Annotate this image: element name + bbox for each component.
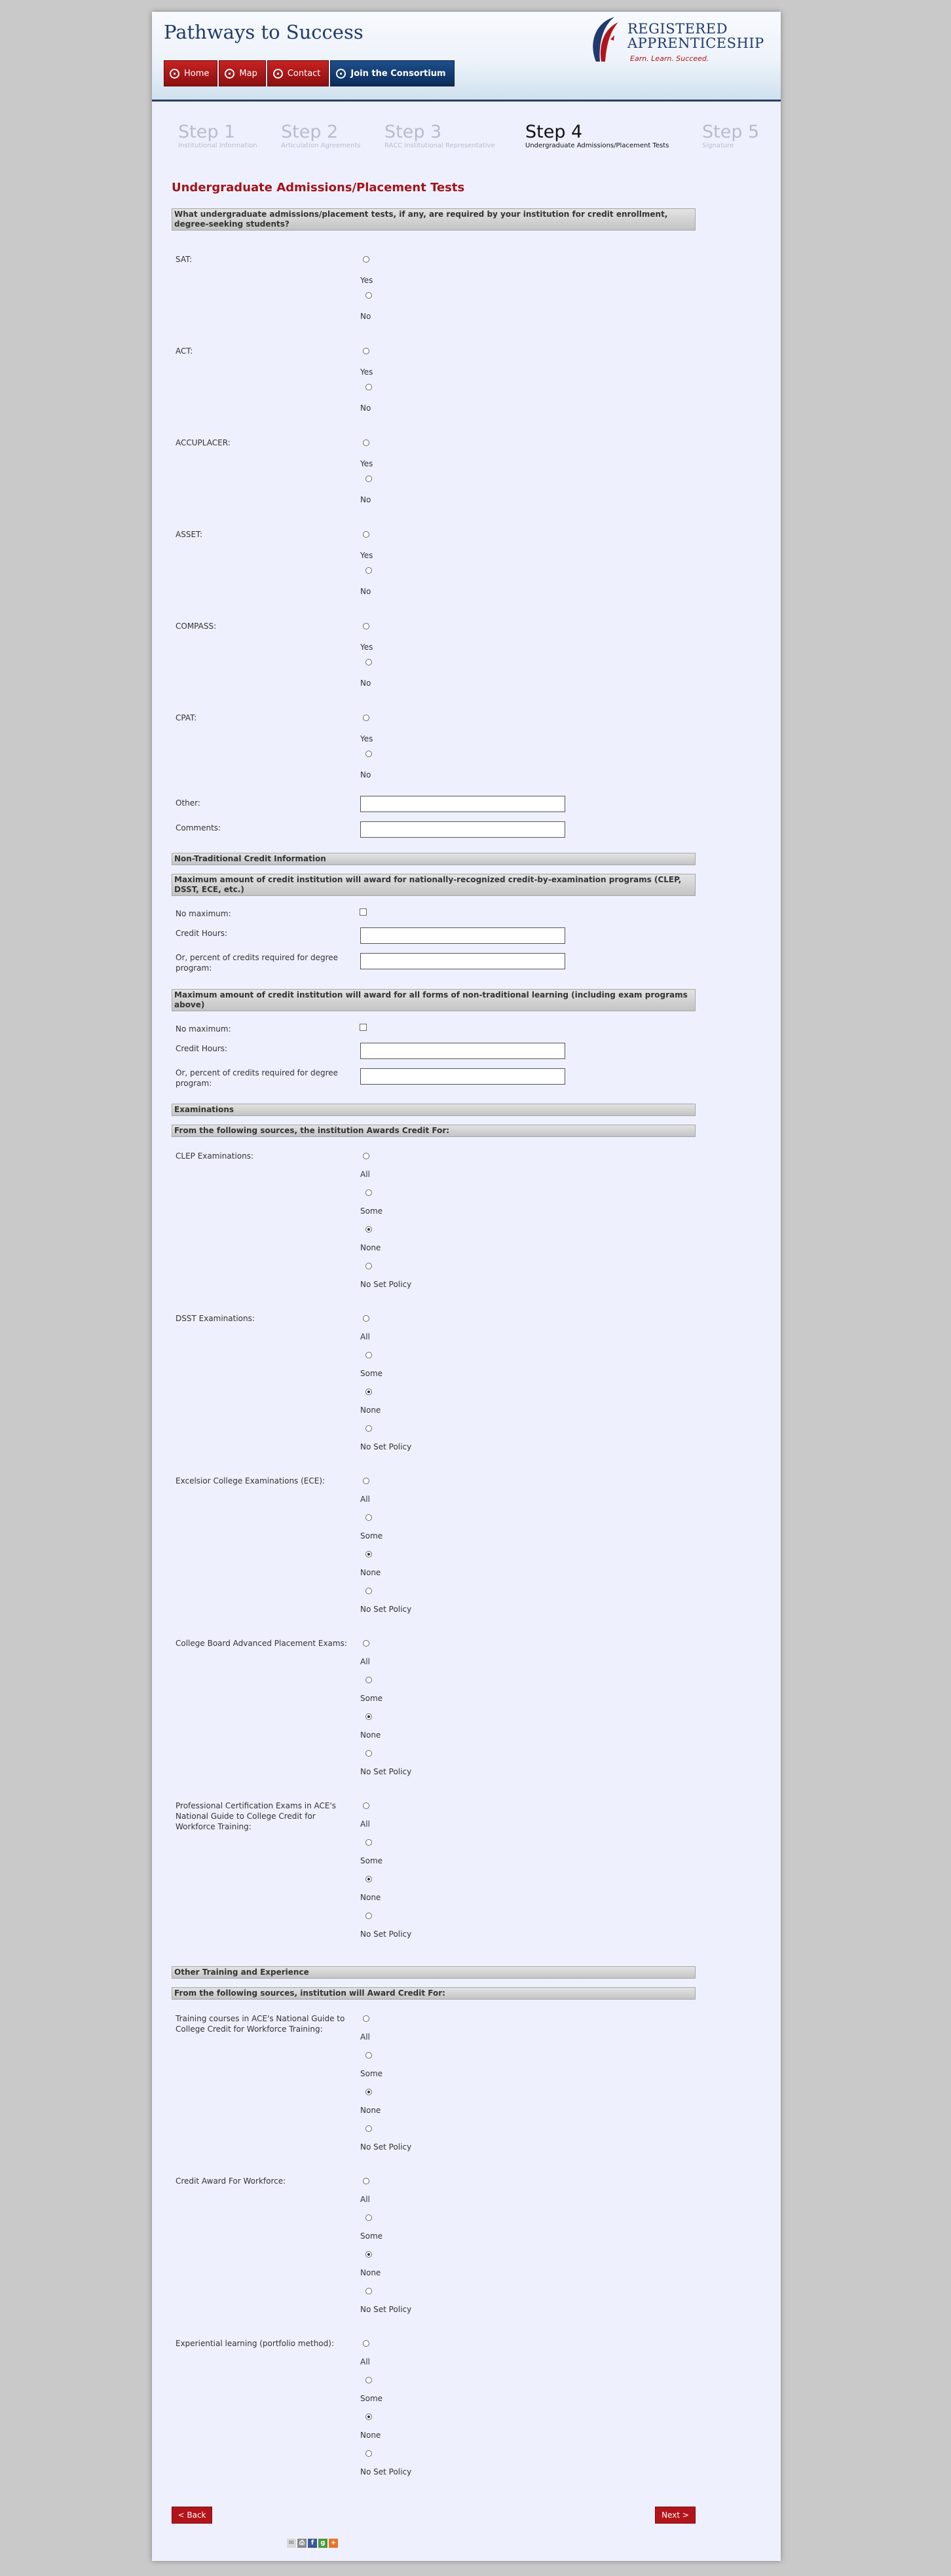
google-icon[interactable]: g	[318, 2539, 327, 2548]
source-label: DSST Examinations:	[176, 1314, 255, 1323]
source-label: Excelsior College Examinations (ECE):	[176, 1476, 326, 1485]
yes-option-label: Yes	[360, 643, 373, 652]
test-yes-radio[interactable]	[363, 715, 369, 721]
step-subtitle: Institutional Information	[178, 142, 257, 149]
no-option-label: No	[360, 587, 371, 596]
policy-1-radio[interactable]	[365, 1352, 372, 1358]
share-icons	[287, 2539, 338, 2548]
policy-2-radio[interactable]	[365, 1226, 372, 1233]
step-number: Step 5	[702, 122, 760, 142]
policy-2-radio[interactable]	[365, 1551, 372, 1558]
main-nav	[164, 60, 456, 86]
policy-1-radio[interactable]	[365, 1839, 372, 1846]
source-label: Professional Certification Exams in ACE's National Guide to College Credit for Workforce Training:	[176, 1801, 337, 1831]
nav-contact-label: Contact	[287, 68, 321, 79]
policy-option-label: Some	[360, 2394, 383, 2403]
step-subtitle: RACC Institutional Representative	[384, 142, 495, 149]
test-label: ASSET:	[176, 530, 203, 539]
other-input[interactable]	[360, 796, 565, 812]
test-yes-radio[interactable]	[363, 348, 369, 354]
no-maximum-label: No maximum:	[176, 909, 231, 918]
policy-option-label: Some	[360, 1206, 383, 1216]
policy-3-radio[interactable]	[365, 1750, 372, 1757]
policy-3-radio[interactable]	[365, 1425, 372, 1432]
policy-option-label: None	[360, 1568, 381, 1577]
policy-option-label: Some	[360, 1856, 383, 1865]
nav-join-label: Join the Consortium	[350, 68, 446, 79]
nav-map-button[interactable]	[219, 60, 265, 86]
logo-text-apprenticeship: APPRENTICESHIP	[627, 35, 764, 51]
yes-option-label: Yes	[360, 734, 373, 743]
no-maximum-label: No maximum:	[176, 1024, 231, 1034]
site-header	[152, 12, 781, 102]
policy-2-radio[interactable]	[365, 2414, 372, 2420]
policy-option-label: Some	[360, 2231, 383, 2241]
nav-home-label: Home	[184, 68, 210, 79]
policy-option-label: None	[360, 1893, 381, 1902]
credit-hours-label: Credit Hours:	[176, 1044, 228, 1053]
examinations-sub-header: From the following sources, the institution Awards Credit For:	[172, 1125, 696, 1137]
policy-0-radio[interactable]	[363, 2178, 369, 2184]
policy-option-label: None	[360, 2431, 381, 2440]
nav-join-consortium-button[interactable]	[330, 60, 454, 86]
test-label: ACCUPLACER:	[176, 438, 231, 447]
policy-option-label: All	[360, 1332, 370, 1341]
policy-option-label: All	[360, 2195, 370, 2204]
policy-option-label: All	[360, 1170, 370, 1179]
print-icon[interactable]: ⎙	[297, 2539, 307, 2548]
policy-option-label: None	[360, 1406, 381, 1415]
exam-percent-input[interactable]	[360, 953, 565, 969]
no-option-label: No	[360, 770, 371, 779]
policy-2-radio[interactable]	[365, 1713, 372, 1720]
step-5	[702, 122, 759, 149]
policy-option-label: Some	[360, 1369, 383, 1378]
nav-contact-button[interactable]	[267, 60, 329, 86]
policy-2-radio[interactable]	[365, 1389, 372, 1395]
policy-option-label: All	[360, 1820, 370, 1829]
source-label: Training courses in ACE's National Guide to College Credit for Workforce Training:	[176, 2014, 345, 2034]
step-progress	[178, 122, 768, 161]
percent-credits-label: Or, percent of credits required for degree program:	[176, 953, 338, 973]
policy-2-radio[interactable]	[365, 1876, 372, 1882]
step-subtitle: Signature	[702, 142, 734, 149]
nav-map-label: Map	[239, 68, 257, 79]
other-label: Other:	[176, 798, 200, 808]
policy-option-label: All	[360, 2357, 370, 2366]
admissions-tests-header: What undergraduate admissions/placement tests, if any, are required by your institution for credit enrollment, degree-seeking students?	[172, 208, 696, 231]
test-no-radio[interactable]	[365, 292, 372, 299]
step-subtitle: Undergraduate Admissions/Placement Tests	[525, 142, 669, 149]
test-yes-radio[interactable]	[363, 531, 369, 538]
nav-home-button[interactable]	[164, 60, 217, 86]
non-traditional-header: Non-Traditional Credit Information	[172, 853, 696, 865]
policy-option-label: Some	[360, 2069, 383, 2078]
step-number: Step 2	[281, 122, 339, 142]
test-no-radio[interactable]	[365, 384, 372, 390]
policy-option-label: None	[360, 2106, 381, 2115]
circle-icon	[273, 69, 283, 79]
test-no-radio[interactable]	[365, 659, 372, 665]
step-number: Step 4	[525, 122, 583, 142]
policy-3-radio[interactable]	[365, 2125, 372, 2132]
policy-option-label: No Set Policy	[360, 1930, 412, 1939]
source-label: CLEP Examinations:	[176, 1151, 253, 1161]
facebook-icon[interactable]: f	[308, 2539, 317, 2548]
no-option-label: No	[360, 495, 371, 504]
policy-3-radio[interactable]	[365, 2288, 372, 2294]
policy-3-radio[interactable]	[365, 1588, 372, 1594]
test-no-radio[interactable]	[365, 751, 372, 757]
test-label: COMPASS:	[176, 622, 217, 631]
policy-0-radio[interactable]	[363, 2340, 369, 2347]
source-label: Experiential learning (portfolio method):	[176, 2339, 334, 2348]
policy-option-label: No Set Policy	[360, 2467, 412, 2476]
yes-option-label: Yes	[360, 367, 373, 377]
policy-2-radio[interactable]	[365, 2089, 372, 2095]
policy-option-label: No Set Policy	[360, 1442, 412, 1451]
step-1	[178, 122, 257, 149]
policy-option-label: No Set Policy	[360, 2142, 412, 2152]
policy-option-label: None	[360, 2268, 381, 2277]
test-label: ACT:	[176, 346, 193, 356]
policy-1-radio[interactable]	[365, 2377, 372, 2383]
test-label: CPAT:	[176, 713, 197, 722]
policy-0-radio[interactable]	[363, 1802, 369, 1809]
other-training-header: Other Training and Experience	[172, 1966, 696, 1979]
policy-option-label: All	[360, 1657, 370, 1666]
policy-option-label: Some	[360, 1694, 383, 1703]
comments-input[interactable]	[360, 821, 565, 838]
no-maximum-all-checkbox[interactable]	[360, 1024, 367, 1031]
policy-0-radio[interactable]	[363, 1153, 369, 1159]
source-label: Credit Award For Workforce:	[176, 2176, 286, 2186]
all-credit-hours-input[interactable]	[360, 1043, 565, 1059]
max-exam-credit-header: Maximum amount of credit institution will award for nationally-recognized credit-by-examination programs (CLEP, DSST, ECE, etc.)	[172, 874, 696, 896]
examinations-header: Examinations	[172, 1104, 696, 1116]
policy-1-radio[interactable]	[365, 1514, 372, 1521]
source-label: College Board Advanced Placement Exams:	[176, 1639, 347, 1648]
back-button[interactable]: < Back	[172, 2507, 212, 2524]
policy-0-radio[interactable]	[363, 1478, 369, 1484]
registered-apprenticeship-logo[interactable]	[584, 13, 774, 65]
policy-option-label: All	[360, 1495, 370, 1504]
step-number: Step 1	[178, 122, 236, 142]
policy-1-radio[interactable]	[365, 2052, 372, 2059]
policy-2-radio[interactable]	[365, 2251, 372, 2258]
circle-icon	[225, 69, 234, 79]
policy-option-label: All	[360, 2032, 370, 2042]
email-icon[interactable]: ✉	[287, 2539, 296, 2548]
no-option-label: No	[360, 312, 371, 321]
policy-0-radio[interactable]	[363, 1315, 369, 1322]
policy-option-label: None	[360, 1243, 381, 1252]
logo-swoosh-icon	[584, 13, 624, 65]
site-title[interactable]: Pathways to Success	[164, 21, 364, 43]
policy-1-radio[interactable]	[365, 1189, 372, 1196]
policy-option-label: No Set Policy	[360, 1767, 412, 1776]
policy-0-radio[interactable]	[363, 2015, 369, 2022]
form-title: Undergraduate Admissions/Placement Tests	[172, 181, 465, 195]
logo-tagline: Earn. Learn. Succeed.	[630, 54, 709, 63]
test-yes-radio[interactable]	[363, 623, 369, 629]
circle-icon	[170, 69, 179, 79]
all-percent-input[interactable]	[360, 1068, 565, 1085]
policy-3-radio[interactable]	[365, 2450, 372, 2457]
no-maximum-exam-checkbox[interactable]	[360, 908, 367, 916]
yes-option-label: Yes	[360, 276, 373, 285]
max-all-credit-header: Maximum amount of credit institution will award for all forms of non-traditional learning (including exam programs above)	[172, 989, 696, 1011]
test-yes-radio[interactable]	[363, 256, 369, 263]
step-2	[281, 122, 360, 149]
policy-option-label: None	[360, 1730, 381, 1740]
policy-3-radio[interactable]	[365, 1263, 372, 1269]
page	[152, 12, 781, 2561]
step-number: Step 3	[384, 122, 442, 142]
share-plus-icon[interactable]: +	[329, 2539, 338, 2548]
exam-credit-hours-input[interactable]	[360, 927, 565, 944]
policy-option-label: No Set Policy	[360, 2305, 412, 2314]
policy-option-label: No Set Policy	[360, 1280, 412, 1289]
step-3	[384, 122, 495, 149]
credit-hours-label: Credit Hours:	[176, 929, 228, 938]
logo-text-registered: REGISTERED	[627, 21, 728, 37]
no-option-label: No	[360, 679, 371, 688]
step-4-current	[525, 122, 669, 149]
yes-option-label: Yes	[360, 459, 373, 468]
comments-label: Comments:	[176, 823, 221, 832]
next-button[interactable]: Next >	[655, 2507, 696, 2524]
test-no-radio[interactable]	[365, 476, 372, 482]
yes-option-label: Yes	[360, 551, 373, 560]
policy-option-label: No Set Policy	[360, 1605, 412, 1614]
step-subtitle: Articulation Agreements	[281, 142, 361, 149]
policy-0-radio[interactable]	[363, 1640, 369, 1647]
policy-1-radio[interactable]	[365, 1677, 372, 1683]
other-training-sub-header: From the following sources, institution will Award Credit For:	[172, 1987, 696, 2000]
circle-minus-icon	[336, 69, 346, 79]
test-yes-radio[interactable]	[363, 439, 369, 446]
test-label: SAT:	[176, 255, 193, 264]
policy-option-label: Some	[360, 1531, 383, 1540]
test-no-radio[interactable]	[365, 567, 372, 574]
no-option-label: No	[360, 403, 371, 413]
policy-1-radio[interactable]	[365, 2214, 372, 2221]
percent-credits-label: Or, percent of credits required for degree program:	[176, 1068, 338, 1088]
policy-3-radio[interactable]	[365, 1913, 372, 1919]
